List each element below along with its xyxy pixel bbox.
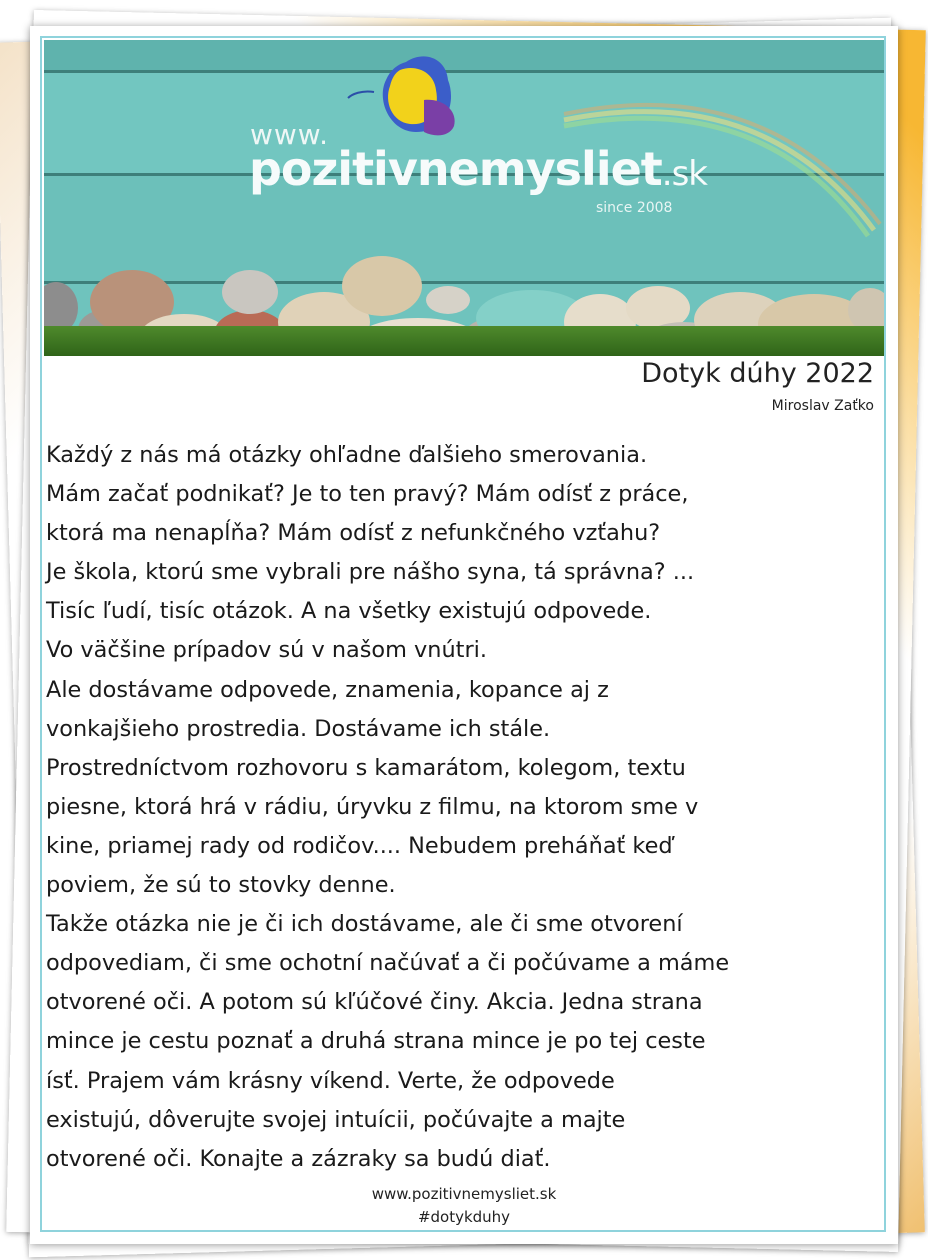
text-line: vonkajšieho prostredia. Dostávame ich stále. bbox=[46, 715, 551, 742]
logo-name: pozitivnemysliet bbox=[249, 142, 662, 196]
text-line: Mám začať podnikať? Je to ten pravý? Mám odísť z práce, bbox=[46, 481, 689, 508]
text-line: poviem, že sú to stovky denne. bbox=[46, 872, 396, 899]
photo-card bbox=[30, 26, 898, 1244]
logo-www: www. bbox=[250, 118, 330, 151]
logo-tld: .sk bbox=[661, 154, 707, 194]
text-line: Tisíc ľudí, tisíc otázok. A na všetky existujú odpovede. bbox=[46, 598, 652, 625]
text-line: otvorené oči. A potom sú kľúčové činy. Akcia. Jedna strana bbox=[46, 989, 703, 1016]
stone bbox=[222, 270, 278, 314]
logo-wordmark bbox=[249, 142, 707, 196]
footer-url: www.pozitivnemysliet.sk bbox=[371, 1185, 557, 1203]
article-author: Miroslav Zaťko bbox=[771, 398, 874, 414]
text-line: Ale dostávame odpovede, znamenia, kopance aj z bbox=[46, 676, 609, 703]
text-line: existujú, dôverujte svojej intuícii, počúvajte a majte bbox=[46, 1106, 626, 1133]
article-title: Dotyk dúhy 2022 bbox=[641, 358, 874, 389]
logo-since: since 2008 bbox=[596, 200, 673, 216]
text-line: piesne, ktorá hrá v rádiu, úryvku z filmu, na ktorom sme v bbox=[46, 793, 699, 820]
stone bbox=[426, 286, 470, 314]
footer-hashtag: #dotykduhy bbox=[417, 1208, 511, 1226]
text-line: Každý z nás má otázky ohľadne ďalšieho smerovania. bbox=[46, 442, 648, 468]
text-line: Takže otázka nie je či ich dostávame, ale či sme otvorení bbox=[46, 911, 683, 938]
text-line: kine, priamej rady od rodičov.... Nebudem preháňať keď bbox=[46, 832, 673, 859]
grass bbox=[44, 326, 884, 356]
text-line: odpovediam, či sme ochotní načúvať a či počúvame a máme bbox=[46, 950, 730, 977]
text-line: Vo väčšine prípadov sú v našom vnútri. bbox=[46, 637, 488, 664]
text-line: Prostredníctvom rozhovoru s kamarátom, kolegom, textu bbox=[46, 754, 686, 781]
text-line: mince je cestu poznať a druhá strana mince je po tej ceste bbox=[46, 1028, 706, 1055]
stone bbox=[342, 256, 422, 316]
butterfly-icon bbox=[348, 56, 455, 135]
hero-illustration bbox=[44, 40, 884, 356]
text-line: ktorá ma nenapĺňa? Mám odísť z nefunkčného vzťahu? bbox=[46, 520, 661, 547]
text-line: otvorené oči. Konajte a zázraky sa budú diať. bbox=[46, 1145, 551, 1172]
text-line: Je škola, ktorú sme vybrali pre nášho syna, tá správna? ... bbox=[46, 559, 695, 586]
article-body bbox=[46, 436, 886, 1179]
text-line: ísť. Prajem vám krásny víkend. Verte, že odpovede bbox=[46, 1067, 615, 1094]
header-image bbox=[44, 40, 884, 356]
